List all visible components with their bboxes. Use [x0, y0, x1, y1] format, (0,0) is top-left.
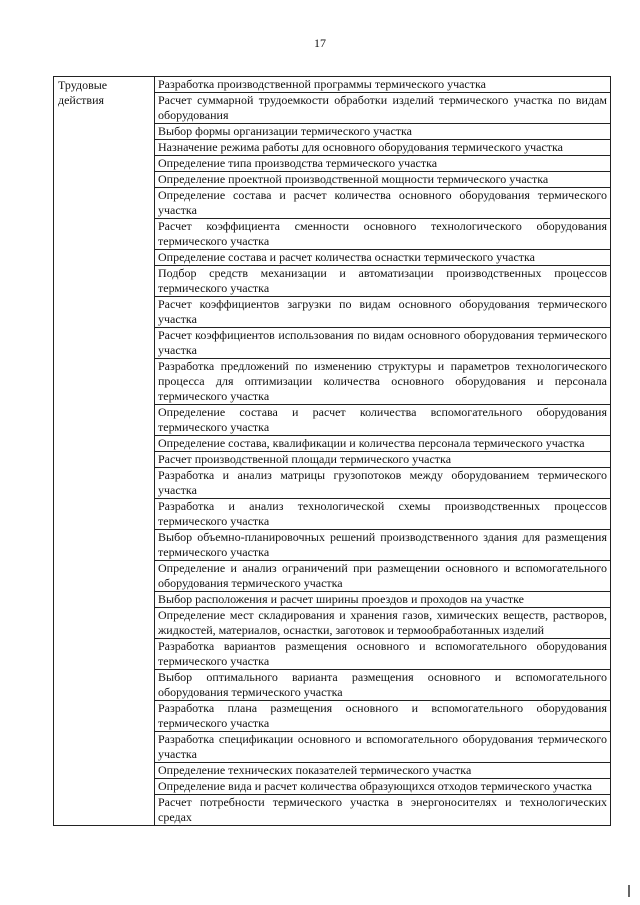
action-item: Подбор средств механизации и автоматизации производственных процессов термического участка [155, 266, 611, 297]
action-item: Выбор объемно-планировочных решений производственного здания для размещения термического участка [155, 530, 611, 561]
action-item: Назначение режима работы для основного оборудования термического участка [155, 140, 611, 156]
action-item: Определение технических показателей термического участка [155, 763, 611, 779]
action-item: Разработка вариантов размещения основного и вспомогательного оборудования термического участка [155, 639, 611, 670]
action-item: Определение и анализ ограничений при размещении основного и вспомогательного оборудования термического участка [155, 561, 611, 592]
action-item: Выбор формы организации термического участка [155, 124, 611, 140]
action-item: Расчет коэффициента сменности основного технологического оборудования термического участка [155, 219, 611, 250]
action-item: Разработка и анализ технологической схемы производственных процессов термического участка [155, 499, 611, 530]
action-item: Выбор оптимального варианта размещения основного и вспомогательного оборудования термического участка [155, 670, 611, 701]
action-item: Расчет производственной площади термического участка [155, 452, 611, 468]
action-item: Разработка производственной программы термического участка [155, 77, 611, 93]
page-number: 17 [314, 36, 326, 50]
action-item: Определение состава, квалификации и количества персонала термического участка [155, 436, 611, 452]
action-item: Определение состава и расчет количества вспомогательного оборудования термического участка [155, 405, 611, 436]
labor-actions-table [53, 76, 611, 826]
action-item: Определение проектной производственной мощности термического участка [155, 172, 611, 188]
action-item: Выбор расположения и расчет ширины проездов и проходов на участке [155, 592, 611, 608]
action-item: Разработка плана размещения основного и вспомогательного оборудования термического участка [155, 701, 611, 732]
action-item: Расчет потребности термического участка в энергоносителях и технологических средах [155, 795, 611, 826]
action-item: Расчет суммарной трудоемкости обработки изделий термического участка по видам оборудования [155, 93, 611, 124]
action-item: Определение состава и расчет количества основного оборудования термического участка [155, 188, 611, 219]
action-item: Определение состава и расчет количества оснастки термического участка [155, 250, 611, 266]
action-item: Разработка и анализ матрицы грузопотоков между оборудованием термического участка [155, 468, 611, 499]
action-item: Разработка спецификации основного и вспомогательного оборудования термического участка [155, 732, 611, 763]
action-item: Расчет коэффициентов использования по видам основного оборудования термического участка [155, 328, 611, 359]
action-item: Расчет коэффициентов загрузки по видам основного оборудования термического участка [155, 297, 611, 328]
action-item: Определение мест складирования и хранения газов, химических веществ, растворов, жидкостей, материалов, оснастки, заготовок и термообработанных изделий [155, 608, 611, 639]
section-label: Трудовые действия [54, 77, 155, 826]
action-item: Разработка предложений по изменению структуры и параметров технологического процесса для оптимизации количества основного оборудования и персонала термического участка [155, 359, 611, 405]
table-row [54, 77, 611, 93]
action-item: Определение типа производства термического участка [155, 156, 611, 172]
action-item: Определение вида и расчет количества образующихся отходов термического участка [155, 779, 611, 795]
scan-edge-mark [620, 885, 630, 897]
table-body [54, 77, 611, 826]
